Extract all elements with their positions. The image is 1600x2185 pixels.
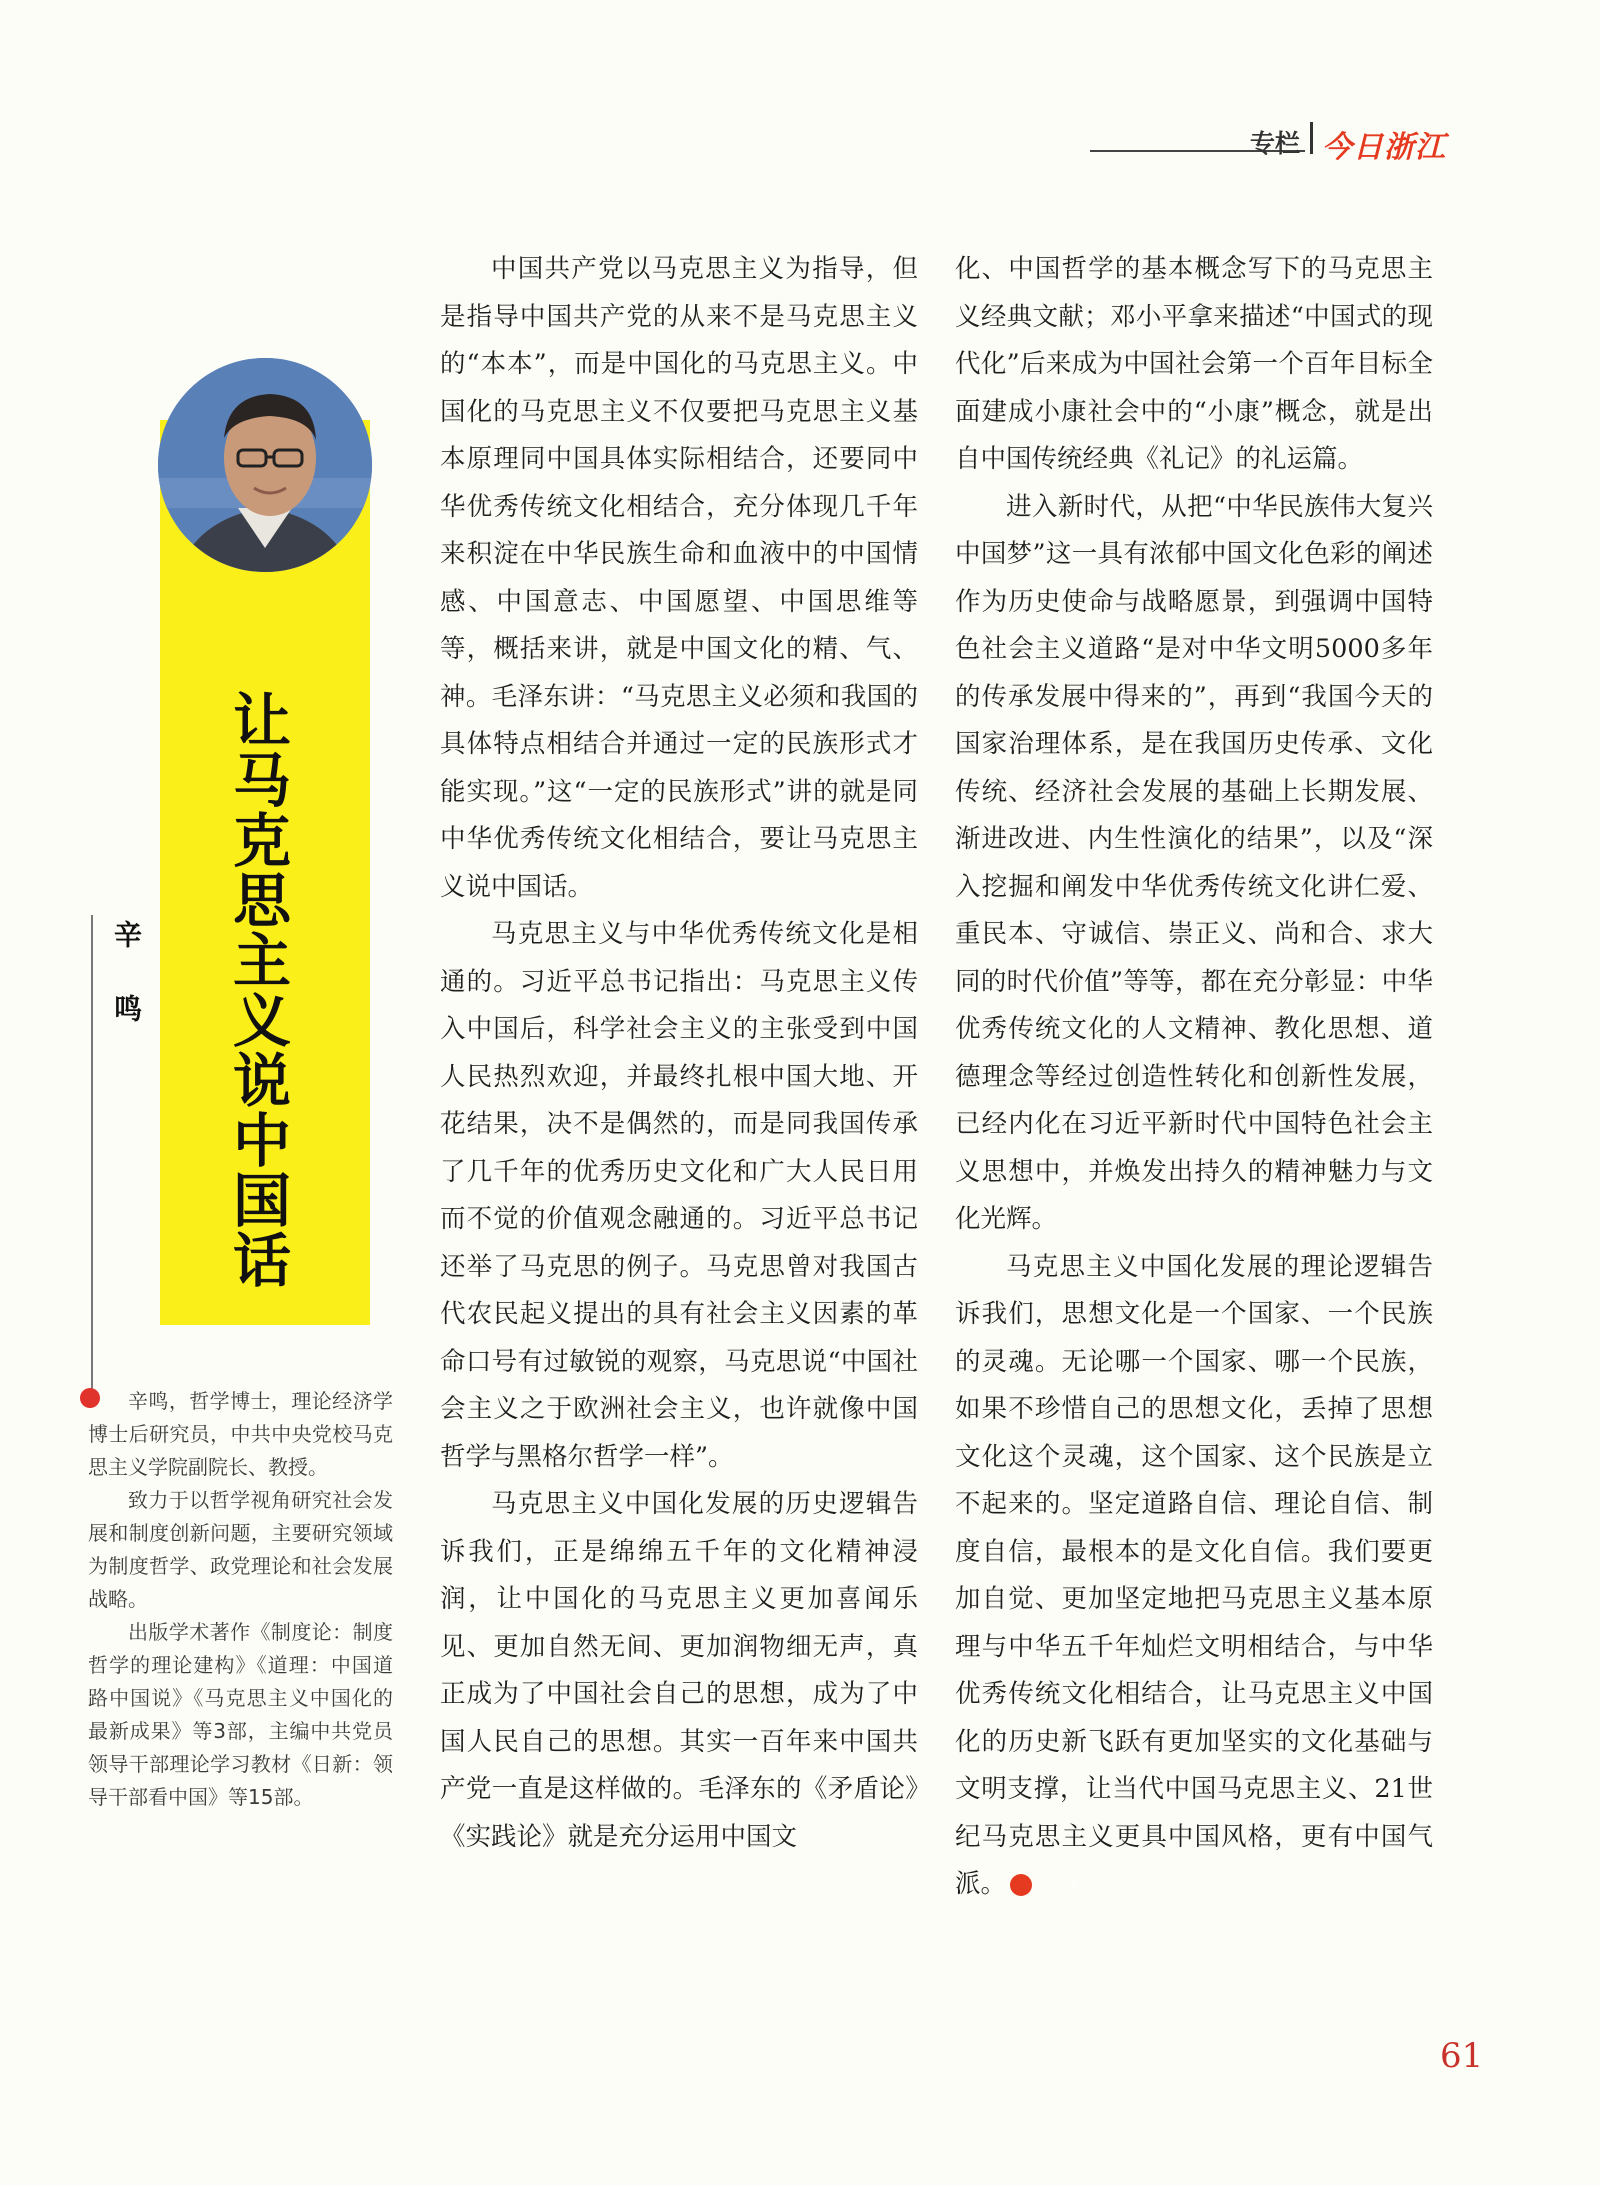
body-paragraph: 马克思主义与中华优秀传统文化是相通的。习近平总书记指出：马克思主义传入中国后，科学社会主义的主张受到中国人民热烈欢迎，并最终扎根中国大地、开花结果，决不是偶然的，而是同我国传承了几千年的优秀历史文化和广大人民日用而不觉的价值观念融通的。习近平总书记还举了马克思的例子。马克思曾对我国古代农民起义提出的具有社会主义因素的革命口号有过敏锐的观察，马克思说“中国社会主义之于欧洲社会主义，也许就像中国哲学与黑格尔哲学一样”。 [440,919,918,1472]
bio-paragraph: 致力于以哲学视角研究社会发展和制度创新问题，主要研究领域为制度哲学、政党理论和社会发展战略。 [88,1488,393,1611]
body-paragraph: 马克思主义中国化发展的历史逻辑告诉我们，正是绵绵五千年的文化精神浸润，让中国化的马克思主义更加喜闻乐见、更加自然无间、更加润物细无声，真正成为了中国社会自己的思想，成为了中国人民自己的思想。其实一百年来中国共产党一直是这样做的。毛泽东的《矛盾论》《实践论》就是充分运用中国文 [440,1489,918,1852]
author-bio [88,1385,393,1814]
body-paragraph: 化、中国哲学的基本概念写下的马克思主义经典文献；邓小平拿来描述“中国式的现代化”后来成为中国社会第一个百年目标全面建成小康社会中的“小康”概念，就是出自中国传统经典《礼记》的礼运篇。 [955,254,1433,474]
body-column-left [440,246,918,1861]
body-paragraph: 中国共产党以马克思主义为指导，但是指导中国共产党的从来不是马克思主义的“本本”，而是中国化的马克思主义。中国化的马克思主义不仅要把马克思主义基本原理同中国具体实际相结合，还要同中华优秀传统文化相结合，充分体现几千年来积淀在中华民族生命和血液中的中国情感、中国意志、中国愿望、中国思维等等，概括来讲，就是中国文化的精、气、神。毛泽东讲：“马克思主义必须和我国的具体特点相结合并通过一定的民族形式才能实现。”这“一定的民族形式”讲的就是同中华优秀传统文化相结合，要让马克思主义说中国话。 [440,254,918,902]
portrait-icon [158,358,372,572]
author-rule [91,915,93,1395]
author-portrait [158,358,372,572]
column-label: 专栏 [1250,129,1301,158]
body-paragraph [955,1244,1433,1909]
author-name: 辛 鸣 [110,920,143,1040]
bio-paragraph: 辛鸣，哲学博士，理论经济学博士后研究员，中共中央党校马克思主义学院副院长、教授。 [88,1389,393,1479]
body-paragraph-text: 马克思主义中国化发展的理论逻辑告诉我们，思想文化是一个国家、一个民族的灵魂。无论哪一个国家、哪一个民族，如果不珍惜自己的思想文化，丢掉了思想文化这个灵魂，这个国家、这个民族是立不起来的。坚定道路自信、理论自信、制度自信，最根本的是文化自信。我们要更加自觉、更加坚定地把马克思主义基本原理与中华五千年灿烂文明相结合，与中华优秀传统文化相结合，让马克思主义中国化的历史新飞跃有更加坚实的文化基础与文明支撑，让当代中国马克思主义、21世纪马克思主义更具中国风格，更有中国气派。 [955,1251,1433,1899]
article-title: 让马克思主义说中国话 [223,690,291,1290]
body-column-right [955,246,1433,1909]
bio-paragraph: 出版学术著作《制度论：制度哲学的理论建构》《道理：中国道路中国说》《马克思主义中国化的最新成果》等3部，主编中共党员领导干部理论学习教材《日新：领导干部看中国》等15部。 [88,1620,393,1809]
header-separator [1310,122,1313,154]
magazine-brand-logo: 今日浙江 [1322,130,1446,165]
end-mark-icon [1010,1874,1032,1896]
body-paragraph: 进入新时代，从把“中华民族伟大复兴中国梦”这一具有浓郁中国文化色彩的阐述作为历史使命与战略愿景，到强调中国特色社会主义道路“是对中华文明5000多年的传承发展中得来的”，再到“我国今天的国家治理体系，是在我国历史传承、文化传统、经济社会发展的基础上长期发展、渐进改进、内生性演化的结果”，以及“深入挖掘和阐发中华优秀传统文化讲仁爱、重民本、守诚信、崇正义、尚和合、求大同的时代价值”等等，都在充分彰显：中华优秀传统文化的人文精神、教化思想、道德理念等经过创造性转化和创新性发展，已经内化在习近平新时代中国特色社会主义思想中，并焕发出持久的精神魅力与文化光辉。 [955,491,1433,1234]
page-number: 61 [1440,2036,1484,2076]
